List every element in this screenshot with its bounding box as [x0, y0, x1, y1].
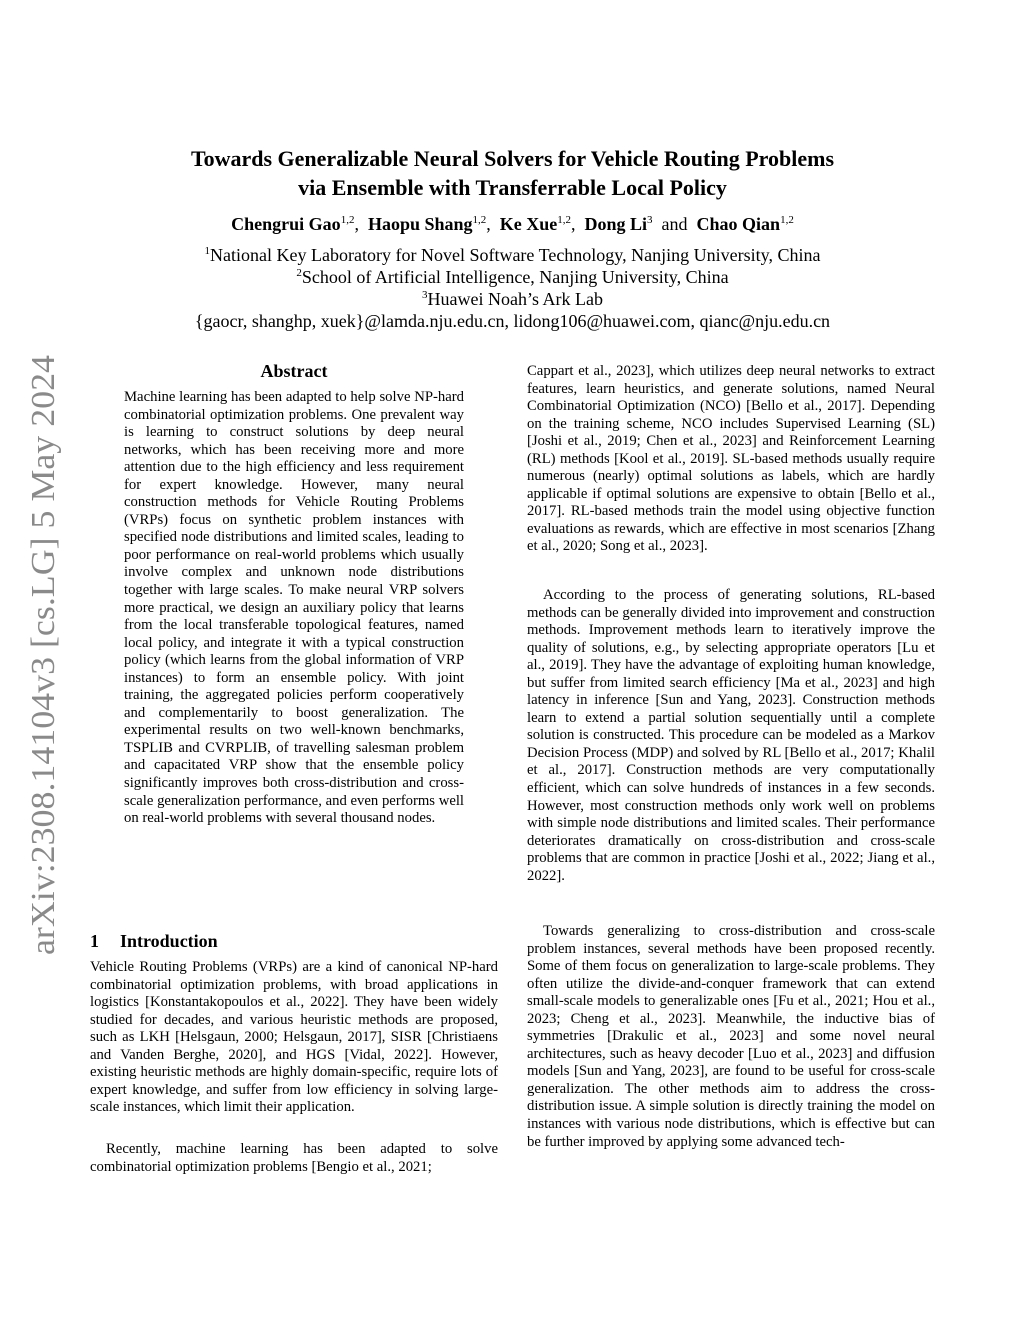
author-list	[90, 212, 935, 236]
author-separator: ,	[486, 214, 491, 234]
author-emails: {gaocr, shanghp, xuek}@lamda.nju.edu.cn, lidong106@huawei.com, qianc@nju.edu.cn	[194, 311, 831, 331]
abstract-text: Machine learning has been adapted to help solve NP-hard combinatorial optimization problems. One prevalent way is learning to construct solutions by deep neural networks, which has been receiving more and more attention due to the high efficiency and less requirement for expert knowledge. However, many neural construction methods for Vehicle Routing Problems (VRPs) focus on synthetic problem instances with specified node distributions and limited scales, leading to poor performance on real-world problems which usually involve complex and unknown node distributions together with large scales. To make neural VRP solvers more practical, we design an auxiliary policy that learns from the local transferable topological features, named local policy, and integrate it with a typical construction policy (which learns from the global information of VRP instances) to form an ensemble policy. With joint training, the aggregated policies perform cooperatively and complementarily to boost generalization. The experimental results on two well-known benchmarks, TSPLIB and CVRPLIB, of travelling salesman problem and capacitated VRP show that the ensemble policy significantly improves both cross-distribution and cross-scale generalization performance, and even performs well on real-world problems with several thousand nodes.	[124, 389, 464, 827]
author-separator-and: and	[661, 214, 688, 234]
affiliation-text: Huawei Noah’s Ark Lab	[427, 289, 603, 309]
author-separator: ,	[354, 214, 359, 234]
author-affiliation-mark: 1,2	[557, 214, 571, 226]
author-name: Ke Xue	[499, 214, 558, 234]
right-column-paragraph-3: Towards generalizing to cross-distribution and cross-scale problem instances, several methods have been proposed recently. Some of them focus on generalization to large-scale problems. They often utilize the divide-and-conquer framework that can extend small-scale models to generalizable ones [Fu et al., 2021; Hou et al., 2023; Cheng et al., 2023]. Meanwhile, the inductive bias of symmetries [Drakulic et al., 2023] and some novel neural architectures, such as heavy decoder [Luo et al., 2023] and diffusion models [Sun and Yang, 2023], are found to be useful for cross-scale generalization. The other methods aim to address the cross-distribution issue. A simple solution is directly training the model on instances with various node distributions, which is effective but can be further improved by applying some advanced tech-	[527, 923, 935, 1150]
section-heading-introduction	[90, 931, 500, 952]
affiliation-2	[90, 266, 935, 288]
author-affiliation-mark: 1,2	[340, 214, 355, 226]
section-title: Introduction	[120, 931, 218, 951]
right-column-paragraph-1: Cappart et al., 2023], which utilizes deep neural networks to extract features, learn heuristics, and generate solutions, named Neural Combinatorial Optimization (NCO) [Bello et al., 2017]. Depending on the training scheme, NCO includes Supervised Learning (SL) [Joshi et al., 2019; Chen et al., 2023] and Reinforcement Learning (RL) methods [Kool et al., 2019]. SL-based methods usually require numerous (nearly) optimal solutions as labels, which are hardly applicable if optimal solutions are expensive to obtain [Bello et al., 2017]. RL-based methods train the model using objective function evaluations as rewards, which are effective in most scenarios [Zhang et al., 2020; Song et al., 2023].	[527, 363, 935, 555]
author-name: Haopu Shang	[367, 214, 473, 234]
arxiv-identifier-text: arXiv:2308.14104v3 [cs.LG] 5 May 2024	[25, 386, 62, 955]
intro-paragraph-2: Recently, machine learning has been adapted to solve combinatorial optimization problems [Bengio et al., 2021;	[90, 1141, 498, 1175]
title-line-2: via Ensemble with Transferrable Local Policy	[298, 175, 727, 200]
author-affiliation-mark: 1,2	[472, 214, 487, 226]
author-name: Chao Qian	[696, 214, 781, 234]
author-affiliation-mark: 3	[647, 214, 653, 226]
author-separator: ,	[571, 214, 576, 234]
affiliation-text: School of Artificial Intelligence, Nanjing University, China	[301, 267, 729, 287]
author-name: Dong Li	[584, 214, 648, 234]
abstract-heading: Abstract	[260, 361, 328, 381]
arxiv-identifier-stamp	[10, 350, 70, 960]
affiliation-mark: 1	[204, 245, 211, 257]
author-affiliation-mark: 1,2	[780, 214, 794, 226]
affiliation-text: National Key Laboratory for Novel Software Technology, Nanjing University, China	[210, 245, 821, 265]
affiliation-mark: 3	[422, 289, 428, 301]
intro-paragraph-1: Vehicle Routing Problems (VRPs) are a kind of canonical NP-hard combinatorial optimization problems, with broad applications in logistics [Konstantakopoulos et al., 2022]. They have been widely studied for decades, and various heuristic methods are proposed, such as LKH [Helsgaun, 2000; Helsgaun, 2017], SISR [Christiaens and Vanden Berghe, 2020], and HGS [Vidal, 2022]. However, existing heuristic methods are highly domain-specific, require lots of expert knowledge, and suffer from low efficiency in solving large-scale instances, which limit their application.	[90, 959, 498, 1116]
paper-title	[120, 144, 905, 202]
affiliation-mark: 2	[296, 267, 302, 279]
affiliation-1	[90, 244, 935, 266]
right-column-paragraph-2: According to the process of generating solutions, RL-based methods can be generally divided into improvement and construction methods. Improvement methods learn to iteratively improve the quality of solutions, e.g., by selecting appropriate operators [Lu et al., 2019]. They have the advantage of exploiting human knowledge, but suffer from limited search efficiency [Ma et al., 2023] and high latency in inference [Sun and Yang, 2023]. Construction methods learn to extend a partial solution sequentially until a complete solution is constructed. This procedure can be modeled as a Markov Decision Process (MDP) and solved by RL [Bello et al., 2017; Khalil et al., 2017]. Construction methods are very computationally efficient, which can solve hundreds of instances in a few seconds. However, most construction methods only work well on problems with simple node distributions and limited scales. Their performance deteriorates dramatically on cross-distribution and cross-scale problems that are common in practice [Joshi et al., 2022; Jiang et al., 2022].	[527, 587, 935, 884]
section-number: 1	[90, 931, 99, 951]
author-name: Chengrui Gao	[231, 214, 341, 234]
affiliation-3	[90, 288, 935, 310]
title-line-1: Towards Generalizable Neural Solvers for Vehicle Routing Problems	[190, 146, 835, 171]
